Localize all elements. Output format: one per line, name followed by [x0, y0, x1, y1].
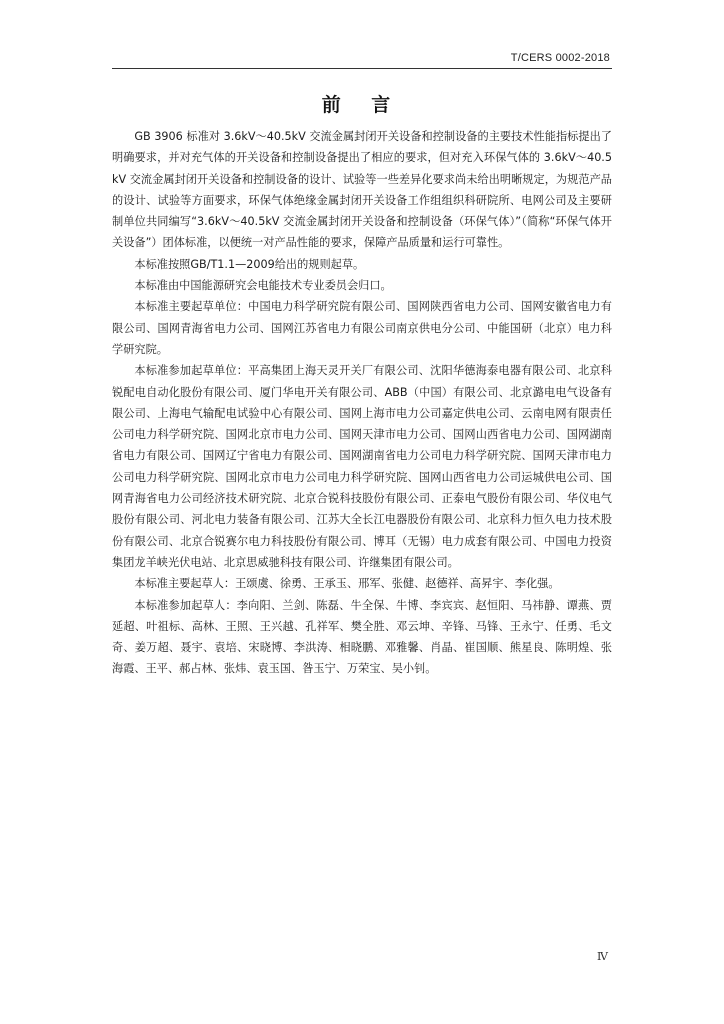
paragraph-scope: GB 3906 标准对 3.6kV～40.5kV 交流金属封闭开关设备和控制设备的主要技术性能指标提出了明确要求，并对充气体的开关设备和控制设备提出了相应的要求，但对充入环保气体的 3.6kV～40.5kV 交流金属封闭开关设备和控制设备的设计、试验等一些差异化要求尚未给出明晰规定，为规范产品的设计、试验等方面要求，环保气体绝缘金属封闭开关设备工作组组织科研院所、电网公司及主要研制单位共同编写“3.6kV～40.5kV 交流金属封闭开关设备和控制设备（环保气体）”（简称“环保气体开关设备”）团体标准，以便统一对产品性能的要求，保障产品质量和运行可靠性。 — [112, 130, 612, 250]
paragraph-responsible-committee: 本标准由中国能源研究会电能技术专业委员会归口。 — [134, 279, 392, 293]
paragraph-participating-units: 本标准参加起草单位：平高集团上海天灵开关厂有限公司、沈阳华德海泰电器有限公司、北京科锐配电自动化股份有限公司、厦门华电开关有限公司、ABB（中国）有限公司、北京潞电电气设备有限公司、上海电气输配电试验中心有限公司、国网上海市电力公司嘉定供电公司、云南电网有限责任公司电力科学研究院、国网北京市电力公司、国网天津市电力公司、国网山西省电力公司、国网湖南省电力有限公司、国网辽宁省电力有限公司、国网湖南省电力公司电力科学研究院、国网天津市电力公司电力科学研究院、国网北京市电力公司电力科学研究院、国网山西省电力公司运城供电公司、国网青海省电力公司经济技术研究院、北京合锐科技股份有限公司、正泰电气股份有限公司、华仪电气股份有限公司、河北电力装备有限公司、江苏大全长江电器股份有限公司、北京科力恒久电力技术股份有限公司、北京合锐赛尔电力科技股份有限公司、博耳（无锡）电力成套有限公司、中国电力投资集团龙羊峡光伏电站、北京思威驰科技有限公司、许继集团有限公司。 — [112, 364, 612, 569]
standard-code: T/CERS 0002-2018 — [510, 52, 610, 64]
page-title: 前 言 — [321, 94, 403, 116]
paragraph-drafting-rules: 本标准按照GB/T1.1—2009给出的规则起草。 — [134, 257, 365, 271]
paragraph-participating-drafters: 本标准参加起草人：李向阳、兰剑、陈磊、牛全保、牛博、李宾宾、赵恒阳、马祎静、谭燕、贾延超、叶祖标、高林、王照、王兴越、孔祥军、樊全胜、邓云坤、辛锋、马锋、王永宁、任勇、毛文奇、姜万超、聂宇、袁培、宋晓博、李洪涛、相晓鹏、邓雅馨、肖晶、崔国顺、熊星良、陈明煌、张海霞、王平、郝占林、张炜、袁玉国、昝玉宁、万荣宝、吴小钊。 — [112, 598, 612, 676]
page-number: Ⅳ — [597, 950, 608, 963]
foreword-body — [112, 126, 612, 680]
header-rule — [112, 68, 612, 69]
paragraph-main-drafting-units: 本标准主要起草单位：中国电力科学研究院有限公司、国网陕西省电力公司、国网安徽省电力有限公司、国网青海省电力公司、国网江苏省电力有限公司南京供电分公司、中能国研（北京）电力科学研究院。 — [112, 300, 612, 356]
paragraph-main-drafters: 本标准主要起草人：王颂虞、徐勇、王承玉、邢军、张健、赵德祥、高昇宇、李化强。 — [134, 577, 560, 591]
